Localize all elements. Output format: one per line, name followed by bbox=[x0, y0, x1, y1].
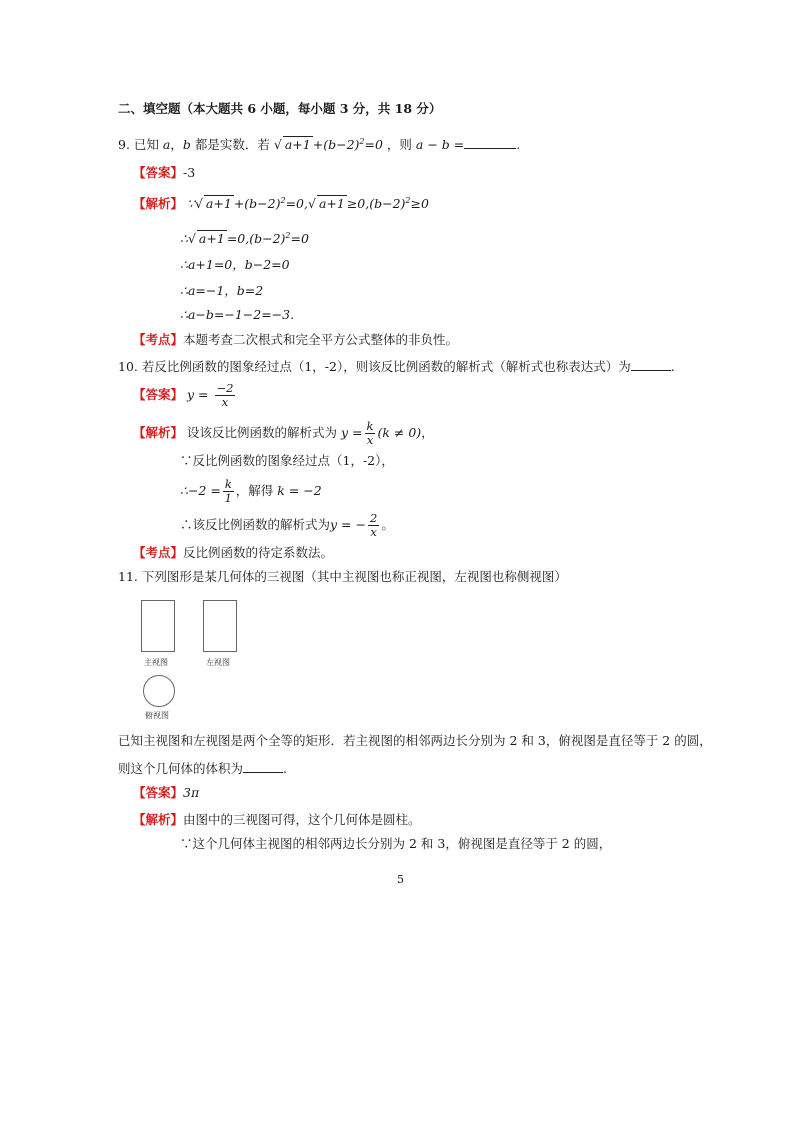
q11-answer-label: 【答案】 bbox=[133, 785, 184, 800]
left-view-caption: 左视图 bbox=[206, 658, 230, 667]
q10-analysis-label: 【解析】 bbox=[133, 425, 184, 440]
question-11: 11. 下列图形是某几何体的三视图（其中主视图也称正视图，左视图也称侧视图） bbox=[118, 569, 567, 584]
q9-text-c: ，则 bbox=[386, 137, 412, 153]
q9-step-1: ∴√ $a+1 =0,(b-2)^2=0$ bbox=[180, 231, 309, 247]
q9-point-label: 【考点】 bbox=[133, 332, 184, 347]
q9-answer: -3 bbox=[183, 165, 196, 180]
q9-point-row bbox=[133, 332, 458, 348]
question-10: 10. 若反比例函数的图象经过点（1，-2），则该反比例函数的解析式（解析式也称表达式）为 . bbox=[118, 359, 675, 374]
q10-analysis-4: ∴该反比例函数的解析式为y = − $\frac{2}{x}$ 。 bbox=[180, 511, 394, 539]
q10-answer-blank bbox=[631, 358, 671, 371]
q11-analysis-1: 由图中的三视图可得，这个几何体是圆柱。 bbox=[183, 812, 421, 827]
q10-point-label: 【考点】 bbox=[133, 545, 184, 560]
q9-analysis-label: 【解析】 bbox=[133, 196, 184, 212]
q9-step-2: ∴a+1=0，b−2=0 bbox=[180, 257, 290, 272]
left-view-rectangle bbox=[203, 600, 237, 652]
q11-para-1: 已知主视图和左视图是两个全等的矩形．若主视图的相邻两边长分别为 2 和 3，俯视图是直径等于 2 的圆， bbox=[118, 733, 712, 748]
q11-analysis-2: ∵这个几何体主视图的相邻两边长分别为 2 和 3，俯视图是直径等于 2 的圆， bbox=[180, 836, 612, 851]
q11-answer-blank bbox=[243, 760, 283, 773]
q9-answer-row bbox=[133, 165, 195, 181]
front-view-rectangle bbox=[141, 600, 175, 652]
q11-answer: 3π bbox=[183, 785, 200, 800]
q10-point: 反比例函数的待定系数法。 bbox=[183, 545, 334, 560]
q9-text-b: 都是实数．若 bbox=[194, 137, 270, 153]
question-9: 9. 已知 a，b 都是实数．若 √ $a+1 +(b-2)^2=0$ ，则 a − b = . bbox=[118, 137, 521, 153]
section-heading: 二、填空题（本大题共 6 小题，每小题 3 分，共 18 分） bbox=[118, 101, 442, 116]
q9-point: 本题考查二次根式和完全平方公式整体的非负性。 bbox=[183, 332, 459, 347]
q11-analysis-row bbox=[133, 812, 421, 828]
q10-analysis-2: ∵反比例函数的图象经过点（1，-2）， bbox=[180, 453, 394, 468]
q9-analysis-row: 【解析】 ∵√ $a+1 +(b-2)^2=0,√$ $a+1 \ge 0,(b-2)^2\ge 0$ bbox=[133, 196, 429, 212]
q10-answer-fraction: $\frac{-2}{x}$ bbox=[216, 381, 234, 409]
q10-analysis-1: 设该反比例函数的解析式为 bbox=[187, 425, 338, 440]
q9-number: 9. bbox=[118, 137, 130, 153]
q9-text-a: 已知 bbox=[133, 137, 159, 153]
q10-answer-row: 【答案】 y = $\frac{-2}{x}$ bbox=[133, 381, 234, 409]
q9-answer-label: 【答案】 bbox=[133, 165, 184, 180]
top-view-circle bbox=[143, 675, 175, 707]
q10-analysis-row: 【解析】 设该反比例函数的解析式为 y = $\frac{k}{x}$ (k ≠ 0)， bbox=[133, 419, 434, 447]
q9-step-3: ∴a=−1，b=2 bbox=[180, 283, 264, 298]
q10-point-row bbox=[133, 545, 333, 561]
top-view-caption: 俯视图 bbox=[145, 711, 169, 720]
q11-answer-row bbox=[133, 785, 199, 801]
q10-answer-label: 【答案】 bbox=[133, 387, 184, 402]
q9-step-4: ∴a−b=−1−2=−3. bbox=[180, 307, 295, 322]
q11-para-2: 则这个几何体的体积为 . bbox=[118, 761, 287, 776]
q10-analysis-3: ∴−2 = $\frac{k}{1}$ ，解得 k = −2 bbox=[180, 477, 322, 505]
q11-analysis-label: 【解析】 bbox=[133, 812, 184, 827]
page-number: 5 bbox=[397, 873, 404, 886]
q10-text: 10. 若反比例函数的图象经过点（1，-2），则该反比例函数的解析式（解析式也称表达式）为 bbox=[118, 359, 631, 374]
q9-answer-blank bbox=[464, 136, 516, 149]
front-view-caption: 主视图 bbox=[144, 658, 168, 667]
